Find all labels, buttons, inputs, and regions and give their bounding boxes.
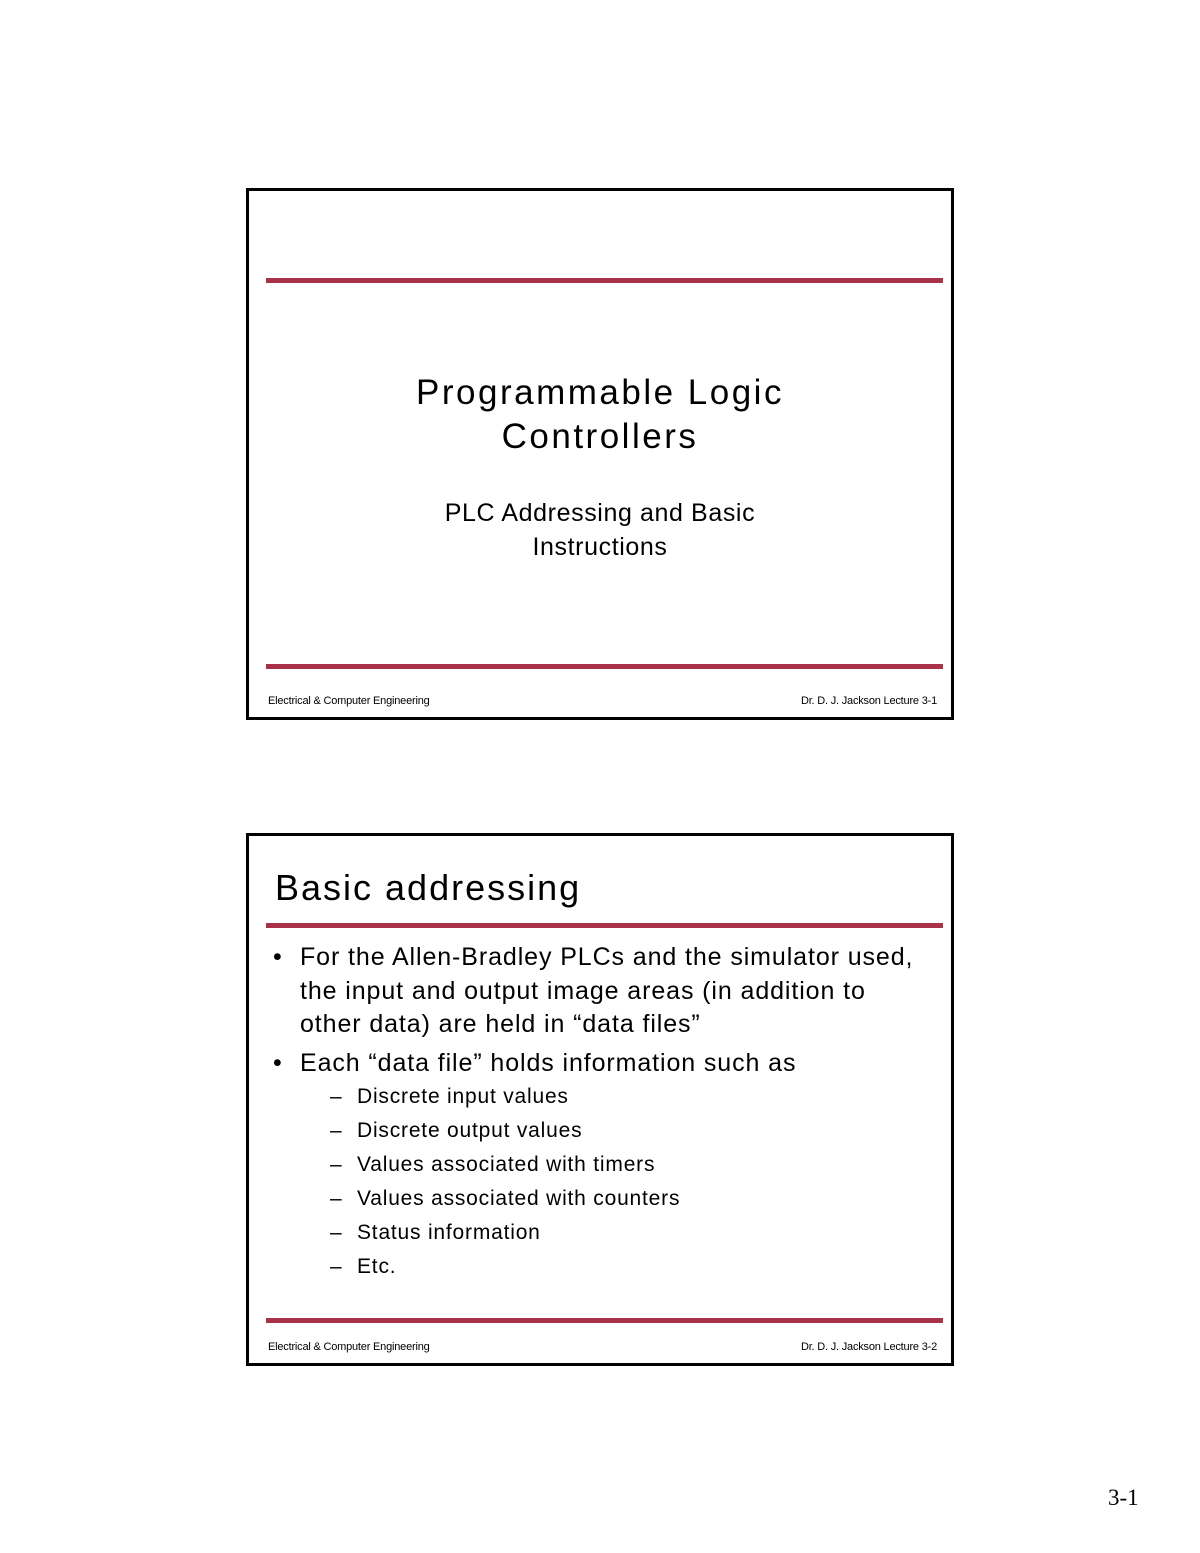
bullet-marker: •	[273, 943, 283, 971]
sub-bullet-text: Values associated with counters	[357, 1187, 681, 1210]
slide-2-bottom-rule	[266, 1318, 943, 1323]
sub-bullet-item	[300, 1148, 931, 1182]
slide-2-bullet-list	[273, 941, 931, 1289]
slide-1-subtitle-line-1: PLC Addressing and Basic	[444, 499, 756, 527]
slide-2-footer	[268, 1341, 937, 1353]
slide-1-subtitle-line-2: Instructions	[532, 533, 668, 561]
sub-bullet-marker: –	[330, 1085, 343, 1108]
slide-2	[246, 833, 954, 1366]
sub-bullet-text: Etc.	[357, 1255, 397, 1278]
sub-bullet-marker: –	[330, 1221, 343, 1244]
page-number: 3-1	[1108, 1485, 1139, 1510]
bullet-item	[273, 941, 931, 1042]
slide-1-title-line-1: Programmable Logic	[416, 373, 784, 412]
bullet-marker: •	[273, 1048, 283, 1077]
bullet-text: Each “data file” holds information such as	[300, 1048, 797, 1077]
bullet-item	[273, 1047, 931, 1285]
slide-1-footer-left: Electrical & Computer Engineering	[268, 695, 430, 707]
slide-1-bottom-rule	[266, 664, 943, 669]
slide-2-heading: Basic addressing	[275, 867, 582, 908]
sub-bullet-text: Discrete input values	[357, 1085, 569, 1108]
slide-1-title	[249, 371, 951, 459]
slide-1	[246, 188, 954, 720]
slide-2-top-rule	[266, 923, 943, 928]
sub-bullet-marker: –	[330, 1153, 343, 1176]
sub-bullet-item	[300, 1114, 931, 1148]
sub-bullet-marker: –	[330, 1255, 343, 1278]
sub-bullet-item	[300, 1080, 931, 1114]
slide-1-title-line-2: Controllers	[501, 417, 699, 456]
sub-bullet-item	[300, 1182, 931, 1216]
slide-2-footer-right: Dr. D. J. Jackson Lecture 3-2	[800, 1341, 937, 1353]
bullet-text: For the Allen-Bradley PLCs and the simulator used, the input and output image areas (in addition to other data) are held in “data files”	[300, 943, 914, 1038]
sub-bullet-marker: –	[330, 1119, 343, 1142]
sub-bullet-marker: –	[330, 1187, 343, 1210]
slide-1-top-rule	[266, 278, 943, 283]
sub-bullet-text: Status information	[357, 1221, 541, 1244]
slide-2-footer-left: Electrical & Computer Engineering	[268, 1341, 430, 1353]
slide-1-subtitle	[249, 496, 951, 564]
sub-bullet-text: Discrete output values	[357, 1119, 583, 1142]
sub-bullet-item	[300, 1250, 931, 1284]
sub-bullet-item	[300, 1216, 931, 1250]
slide-1-footer	[268, 695, 937, 707]
sub-bullet-text: Values associated with timers	[357, 1153, 656, 1176]
sub-bullet-list	[300, 1080, 931, 1284]
slide-1-footer-right: Dr. D. J. Jackson Lecture 3-1	[800, 695, 937, 707]
